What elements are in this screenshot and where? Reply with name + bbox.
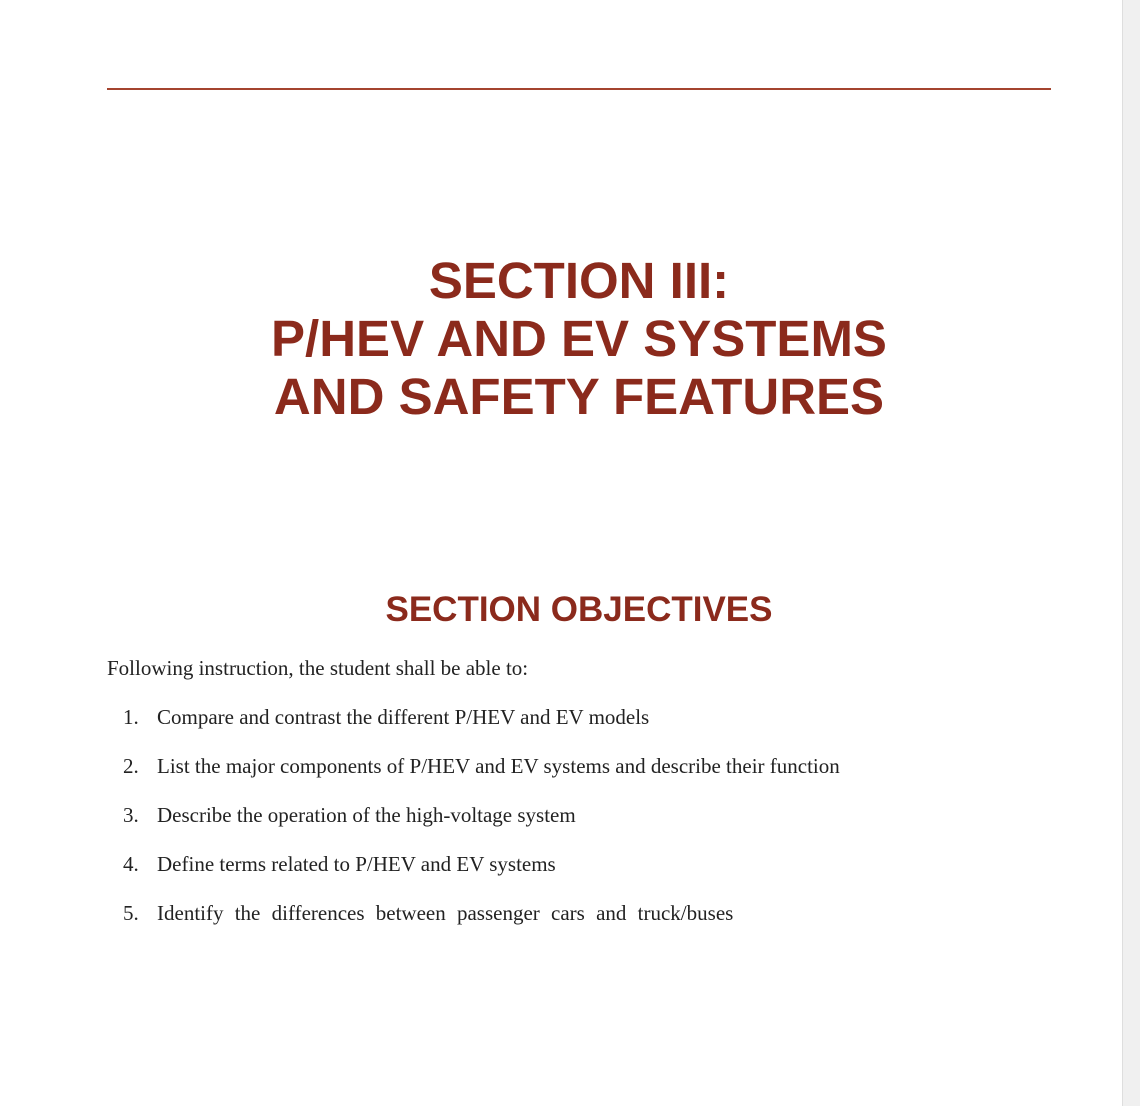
vertical-scrollbar[interactable] bbox=[1122, 0, 1140, 1106]
objective-number: 4. bbox=[123, 852, 139, 876]
objective-text: Describe the operation of the high-voltage system bbox=[157, 803, 576, 827]
objective-text: Define terms related to P/HEV and EV systems bbox=[157, 852, 556, 876]
objective-number: 1. bbox=[123, 705, 139, 729]
objectives-intro: Following instruction, the student shall be able to: bbox=[107, 656, 529, 680]
objective-number: 2. bbox=[123, 754, 139, 778]
objective-number: 3. bbox=[123, 803, 139, 827]
section-title-line-2: P/HEV AND EV SYSTEMS bbox=[271, 310, 887, 367]
section-title-line-1: SECTION III: bbox=[428, 252, 730, 309]
header-rule bbox=[107, 88, 1051, 90]
objective-text: Identify the differences between passenger cars and truck/buses bbox=[157, 901, 734, 925]
section-title-line-3: AND SAFETY FEATURES bbox=[273, 368, 885, 425]
objective-number: 5. bbox=[123, 901, 139, 925]
section-title bbox=[107, 252, 1051, 426]
objective-text: Compare and contrast the different P/HEV and EV models bbox=[157, 705, 650, 729]
objectives-heading: SECTION OBJECTIVES bbox=[385, 590, 773, 629]
objective-text: List the major components of P/HEV and EV systems and describe their function bbox=[157, 754, 840, 778]
